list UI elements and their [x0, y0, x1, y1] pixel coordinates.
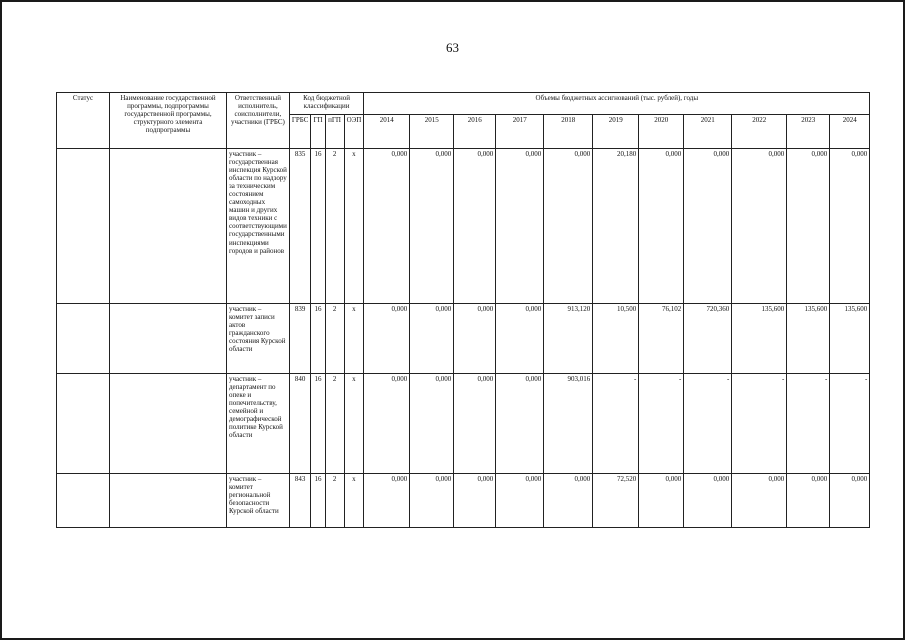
- value-2017: 0,000: [496, 474, 544, 528]
- header-grbs: ГРБС: [289, 115, 311, 149]
- name-cell: [110, 304, 227, 374]
- value-2019: 10,500: [593, 304, 639, 374]
- value-2015: 0,000: [410, 474, 454, 528]
- value-2015: 0,000: [410, 149, 454, 304]
- value-2014: 0,000: [364, 304, 410, 374]
- table-row: [57, 304, 870, 374]
- header-year-2022: 2022: [732, 115, 787, 149]
- header-year-2023: 2023: [787, 115, 830, 149]
- value-2017: 0,000: [496, 374, 544, 474]
- status-cell: [57, 474, 110, 528]
- value-2018: 913,120: [544, 304, 593, 374]
- value-2022: 0,000: [732, 474, 787, 528]
- oep-cell: х: [344, 474, 364, 528]
- value-2024: 0,000: [830, 149, 870, 304]
- page-number: 63: [446, 40, 459, 55]
- value-2021: 0,000: [684, 474, 732, 528]
- gp-cell: 16: [311, 474, 325, 528]
- header-executor: Ответственный исполнитель, соисполнители, участники (ГРБС): [227, 93, 290, 149]
- value-2019: 72,520: [593, 474, 639, 528]
- value-2017: 0,000: [496, 149, 544, 304]
- value-2020: 0,000: [639, 149, 684, 304]
- value-2024: -: [830, 374, 870, 474]
- value-2022: -: [732, 374, 787, 474]
- value-2016: 0,000: [454, 474, 496, 528]
- value-2021: 720,360: [684, 304, 732, 374]
- budget-table: [56, 92, 870, 528]
- name-cell: [110, 149, 227, 304]
- gp-cell: 16: [311, 149, 325, 304]
- grbs-cell: 835: [289, 149, 311, 304]
- value-2020: 0,000: [639, 474, 684, 528]
- pgp-cell: 2: [325, 304, 344, 374]
- value-2020: -: [639, 374, 684, 474]
- header-year-2021: 2021: [684, 115, 732, 149]
- gp-cell: 16: [311, 374, 325, 474]
- value-2017: 0,000: [496, 304, 544, 374]
- oep-cell: х: [344, 304, 364, 374]
- status-cell: [57, 304, 110, 374]
- grbs-cell: 840: [289, 374, 311, 474]
- value-2022: 0,000: [732, 149, 787, 304]
- value-2023: 0,000: [787, 474, 830, 528]
- pgp-cell: 2: [325, 474, 344, 528]
- value-2014: 0,000: [364, 474, 410, 528]
- executor-cell: участник – государственная инспекция Курской области по надзору за техническим состоянием самоходных машин и других видов техники с соответствующими государственными инспекциями городов и районов: [227, 149, 290, 304]
- header-year-2015: 2015: [410, 115, 454, 149]
- header-pgp: пГП: [325, 115, 344, 149]
- header-year-2016: 2016: [454, 115, 496, 149]
- table-row: [57, 474, 870, 528]
- value-2018: 0,000: [544, 149, 593, 304]
- name-cell: [110, 374, 227, 474]
- header-volumes: Объемы бюджетных ассигнований (тыс. рублей), годы: [364, 93, 870, 115]
- value-2021: -: [684, 374, 732, 474]
- value-2014: 0,000: [364, 149, 410, 304]
- header-budget-code: Код бюджетной классификации: [289, 93, 363, 115]
- oep-cell: х: [344, 149, 364, 304]
- grbs-cell: 843: [289, 474, 311, 528]
- value-2016: 0,000: [454, 304, 496, 374]
- status-cell: [57, 374, 110, 474]
- value-2024: 135,600: [830, 304, 870, 374]
- header-year-2014: 2014: [364, 115, 410, 149]
- header-year-2018: 2018: [544, 115, 593, 149]
- table-row: [57, 374, 870, 474]
- status-cell: [57, 149, 110, 304]
- header-gp: ГП: [311, 115, 325, 149]
- executor-cell: участник – департамент по опеке и попечительству, семейной и демографической политике Курской области: [227, 374, 290, 474]
- value-2018: 903,016: [544, 374, 593, 474]
- header-year-2017: 2017: [496, 115, 544, 149]
- value-2015: 0,000: [410, 304, 454, 374]
- value-2019: -: [593, 374, 639, 474]
- header-year-2020: 2020: [639, 115, 684, 149]
- table-row: [57, 149, 870, 304]
- pgp-cell: 2: [325, 149, 344, 304]
- value-2020: 76,102: [639, 304, 684, 374]
- header-status: Статус: [57, 93, 110, 149]
- gp-cell: 16: [311, 304, 325, 374]
- value-2015: 0,000: [410, 374, 454, 474]
- value-2021: 0,000: [684, 149, 732, 304]
- value-2022: 135,600: [732, 304, 787, 374]
- pgp-cell: 2: [325, 374, 344, 474]
- grbs-cell: 839: [289, 304, 311, 374]
- value-2023: 135,600: [787, 304, 830, 374]
- value-2024: 0,000: [830, 474, 870, 528]
- name-cell: [110, 474, 227, 528]
- header-year-2024: 2024: [830, 115, 870, 149]
- value-2016: 0,000: [454, 149, 496, 304]
- oep-cell: х: [344, 374, 364, 474]
- value-2023: -: [787, 374, 830, 474]
- value-2014: 0,000: [364, 374, 410, 474]
- value-2023: 0,000: [787, 149, 830, 304]
- executor-cell: участник – комитет записи актов гражданского состояния Курской области: [227, 304, 290, 374]
- value-2018: 0,000: [544, 474, 593, 528]
- value-2019: 20,180: [593, 149, 639, 304]
- header-oep: ОЭП: [344, 115, 364, 149]
- header-name: Наименование государственной программы, подпрограммы государственной программы, структурного элемента подпрограммы: [110, 93, 227, 149]
- header-year-2019: 2019: [593, 115, 639, 149]
- executor-cell: участник – комитет региональной безопасности Курской области: [227, 474, 290, 528]
- value-2016: 0,000: [454, 374, 496, 474]
